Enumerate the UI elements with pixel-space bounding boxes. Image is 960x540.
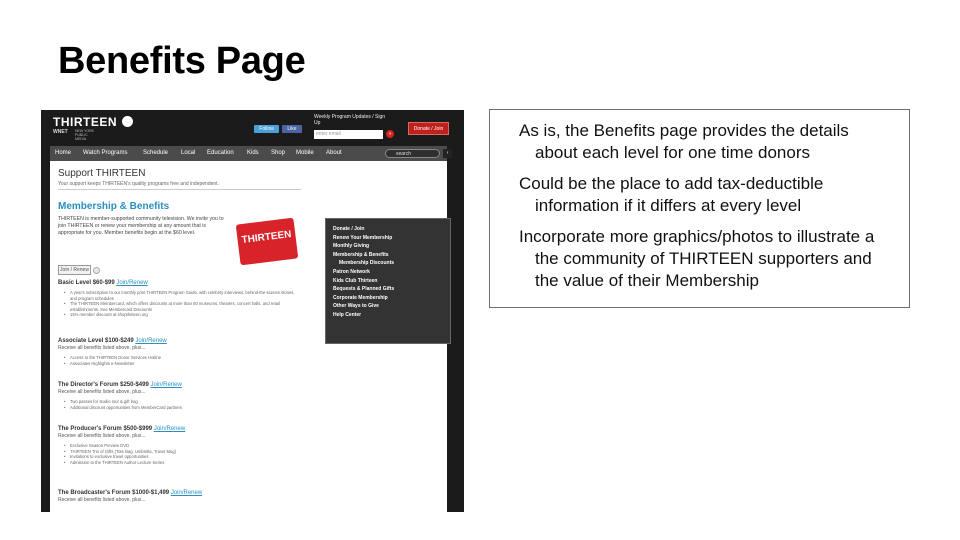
divider xyxy=(58,189,301,190)
website-screenshot xyxy=(41,110,464,512)
membership-intro: THIRTEEN is member-supported community television. We invite you to join THIRTEEN or renew your membership at any amount that is appropriate for you. Member benefits begin at the $60 level. xyxy=(58,216,224,236)
join-renew-link[interactable]: Join/Renew xyxy=(170,490,203,496)
main-nav xyxy=(50,146,447,161)
arrow-icon[interactable] xyxy=(93,267,100,274)
logo-icon xyxy=(122,116,133,127)
level-subtext: Receive all benefits listed above, plus... xyxy=(58,433,146,439)
menu-item-membership-benefits[interactable]: Membership & Benefits xyxy=(333,251,389,258)
nav-about[interactable]: About xyxy=(326,150,342,156)
benefit-item: • Access to the THIRTEEN Donor Services Hotline xyxy=(70,355,298,361)
nav-watch-programs[interactable]: Watch Programs xyxy=(83,150,128,156)
menu-item-other-ways[interactable]: Other Ways to Give xyxy=(333,303,379,310)
menu-item-corporate[interactable]: Corporate Membership xyxy=(333,294,388,301)
benefit-item: • Associates Highlights e-Newsletter xyxy=(70,361,298,367)
benefit-item: • Two passes for studio tour & gift bag xyxy=(70,399,298,405)
brand-text: THIRTEEN xyxy=(53,115,117,129)
menu-item-renew[interactable]: Renew Your Membership xyxy=(333,234,393,241)
twitter-follow-button[interactable]: Follow xyxy=(254,125,279,133)
search-button[interactable]: › xyxy=(443,149,452,158)
site-logo[interactable] xyxy=(53,115,133,129)
benefit-item: • THIRTEEN Trio of Gifts (Tote Bag, Umbrella, Travel Mug) xyxy=(70,449,298,455)
join-renew-link[interactable]: Join/Renew xyxy=(150,382,182,388)
weekly-updates-label: Weekly Program Updates / Sign Up xyxy=(314,114,386,126)
level-section xyxy=(58,489,298,504)
note-item: As is, the Benefits page provides the details about each level for one time donors xyxy=(519,121,849,162)
email-input[interactable]: enter email xyxy=(314,130,383,139)
nav-mobile[interactable]: Mobile xyxy=(296,150,314,156)
page-subtitle: Your support keeps THIRTEEN's quality programs free and independent. xyxy=(58,181,219,187)
benefit-item: • Additional discount opportunities from MemberCard partners xyxy=(70,405,298,411)
brand-tagline: NEW YORK PUBLIC MEDIA xyxy=(75,129,94,141)
nav-education[interactable]: Education xyxy=(207,150,234,156)
nav-shop[interactable]: Shop xyxy=(271,150,286,156)
page-content xyxy=(50,161,447,512)
slide-title: Benefits Page xyxy=(58,40,306,82)
level-section xyxy=(58,381,298,410)
card-text: THIRTEEN xyxy=(241,229,292,247)
benefit-item: • Admission to the THIRTEEN Author Lecture Series xyxy=(70,460,298,466)
level-heading: The Director's Forum $250-$499 xyxy=(58,382,149,388)
level-section xyxy=(58,337,298,366)
menu-item-membership-discounts[interactable]: Membership Discounts xyxy=(339,260,395,267)
join-renew-link[interactable]: Join/Renew xyxy=(153,426,186,432)
nav-home[interactable]: Home xyxy=(55,150,72,156)
support-dropdown-menu xyxy=(325,218,451,344)
page-title: Support THIRTEEN xyxy=(58,168,146,179)
facebook-like-button[interactable]: Like xyxy=(282,125,302,133)
level-heading: The Producer's Forum $500-$999 xyxy=(58,426,153,432)
note-item: Could be the place to add tax-deductible information if it differs at every level xyxy=(519,174,824,215)
benefit-item: • The THIRTEEN Membercard, which offers discounts at more than 80 museums, theaters, concert halls, and retail establishments. See Membercard Discounts xyxy=(70,301,298,312)
nav-local[interactable]: Local xyxy=(181,150,196,156)
menu-item-help-center[interactable]: Help Center xyxy=(333,311,362,318)
level-subtext: Receive all benefits listed above, plus... xyxy=(58,497,146,503)
menu-item-patron-network[interactable]: Patron Network xyxy=(333,268,370,275)
menu-item-bequests[interactable]: Bequests & Planned Gifts xyxy=(333,286,395,293)
menu-item-monthly-giving[interactable]: Monthly Giving xyxy=(333,243,370,250)
brand-sub: WNET xyxy=(53,129,68,135)
level-section xyxy=(58,279,298,318)
join-renew-link[interactable]: Join/Renew xyxy=(116,280,148,286)
membership-heading: Membership & Benefits xyxy=(58,201,170,212)
join-renew-button[interactable]: Join / Renew xyxy=(58,265,91,275)
level-heading: Basic Level $60-$99 xyxy=(58,280,115,286)
email-submit-button[interactable]: » xyxy=(386,130,394,138)
membercard-image xyxy=(236,218,299,266)
join-renew-link[interactable]: Join/Renew xyxy=(135,338,167,344)
benefit-item: • 15% member discount at shopthirteen.org xyxy=(70,312,298,318)
nav-schedule[interactable]: Schedule xyxy=(143,150,169,156)
search-input[interactable]: search xyxy=(385,149,440,158)
donate-join-button[interactable]: Donate / Join xyxy=(408,122,449,135)
benefit-item: • Invitations to exclusive travel opportunities xyxy=(70,454,298,460)
notes-box xyxy=(489,109,910,308)
level-heading: The Broadcaster's Forum $1000-$1,499 xyxy=(58,490,170,496)
level-heading: Associate Level $100-$249 xyxy=(58,338,134,344)
menu-item-kids-club[interactable]: Kids Club Thirteen xyxy=(333,277,378,284)
benefit-item: • A year's subscription to our monthly print THIRTEEN Program Guide, with celebrity interviews, behind-the-scenes stories, and program schedules xyxy=(70,290,298,301)
level-subtext: Receive all benefits listed above, plus... xyxy=(58,389,146,395)
menu-item-donate-join[interactable]: Donate / Join xyxy=(333,226,365,232)
nav-kids[interactable]: Kids xyxy=(247,150,259,156)
level-section xyxy=(58,425,298,465)
level-subtext: Receive all benefits listed above, plus... xyxy=(58,345,146,351)
note-item: Incorporate more graphics/photos to illustrate a the community of THIRTEEN supporters and the value of their Membership xyxy=(519,227,875,290)
benefit-item: • Exclusive Season Preview DVD xyxy=(70,443,298,449)
